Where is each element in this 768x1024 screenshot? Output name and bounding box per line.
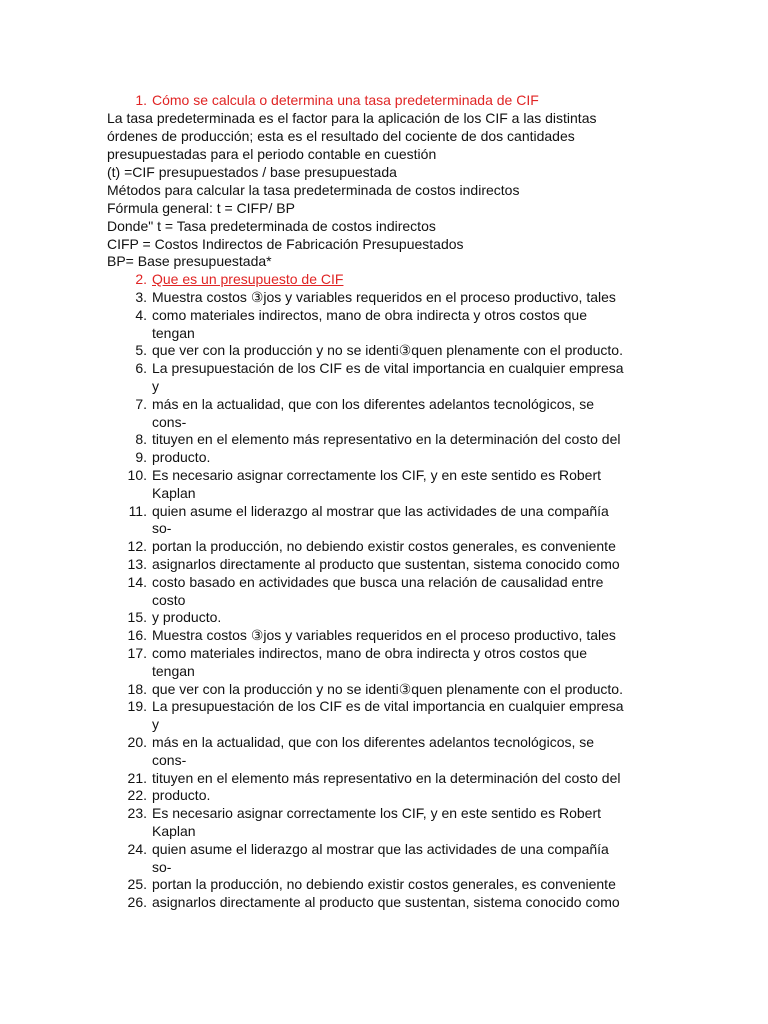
list-item-number: 24. (127, 841, 147, 857)
heading-1-number: 1. (135, 92, 147, 108)
list-item-number: 21. (127, 770, 147, 786)
list-item-text: Es necesario asignar correctamente los CIF, y en este sentido es Robert (152, 805, 601, 821)
list-item-number: 25. (127, 876, 147, 892)
list-item-number: 5. (135, 342, 147, 358)
list-item-number: 7. (135, 396, 147, 412)
list-item-number: 17. (127, 645, 147, 661)
list-item-number: 20. (127, 734, 147, 750)
heading-1-text: Cómo se calcula o determina una tasa predeterminada de CIF (152, 92, 539, 108)
list-item-text: Kaplan (152, 823, 196, 839)
list-item-number: 22. (127, 787, 147, 803)
list-item-text: que ver con la producción y no se identi③quen plenamente con el producto. (152, 681, 623, 697)
list-item-text: Muestra costos ③jos y variables requeridos en el proceso productivo, tales (152, 627, 616, 643)
list-item-number: 13. (127, 556, 147, 572)
list-item-text: Kaplan (152, 485, 196, 501)
list-item-number: 11. (128, 503, 147, 519)
list-item-number: 15. (127, 609, 147, 625)
paragraph-line: CIFP = Costos Indirectos de Fabricación Presupuestados (107, 236, 464, 252)
list-item-text: y (152, 378, 159, 394)
list-item-number: 18. (127, 681, 147, 697)
list-item-text: y producto. (152, 609, 222, 625)
list-item-text: so- (152, 520, 172, 536)
paragraph-line: Métodos para calcular la tasa predeterminada de costos indirectos (107, 182, 520, 198)
list-item-text: tengan (152, 325, 195, 341)
list-item-number: 3. (135, 289, 147, 305)
list-item-number: 4. (135, 307, 147, 323)
list-item-number: 26. (127, 894, 147, 910)
list-item-text: tengan (152, 663, 195, 679)
paragraph-line: (t) =CIF presupuestados / base presupuestada (107, 164, 397, 180)
list-item-number: 19. (127, 698, 147, 714)
paragraph-line: presupuestadas para el periodo contable en cuestión (107, 146, 437, 162)
list-item-number: 8. (135, 431, 147, 447)
paragraph-line: La tasa predeterminada es el factor para la aplicación de los CIF a las distintas (107, 110, 597, 126)
list-item-text: como materiales indirectos, mano de obra indirecta y otros costos que (152, 307, 587, 323)
list-item-text: tituyen en el elemento más representativo en la determinación del costo del (152, 431, 621, 447)
paragraph-line: BP= Base presupuestada* (107, 253, 272, 269)
list-item-text: producto. (152, 787, 211, 803)
list-item-text: La presupuestación de los CIF es de vital importancia en cualquier empresa (152, 360, 624, 376)
list-item-text: como materiales indirectos, mano de obra indirecta y otros costos que (152, 645, 587, 661)
paragraph-line: Fórmula general: t = CIFP/ BP (107, 200, 295, 216)
list-item-text: Es necesario asignar correctamente los CIF, y en este sentido es Robert (152, 467, 601, 483)
list-item-text: so- (152, 859, 172, 875)
list-item-number: 12. (127, 538, 147, 554)
list-item-text: Muestra costos ③jos y variables requeridos en el proceso productivo, tales (152, 289, 616, 305)
heading-2-number: 2. (135, 271, 147, 287)
list-item-number: 10. (127, 467, 147, 483)
list-item-text: La presupuestación de los CIF es de vital importancia en cualquier empresa (152, 698, 624, 714)
list-item-text: portan la producción, no debiendo existir costos generales, es conveniente (152, 538, 616, 554)
list-item-number: 16. (127, 627, 147, 643)
list-item-text: costo (152, 592, 186, 608)
list-item-text: portan la producción, no debiendo existir costos generales, es conveniente (152, 876, 616, 892)
list-item-text: quien asume el liderazgo al mostrar que las actividades de una compañía (152, 841, 609, 857)
list-item-number: 23. (127, 805, 147, 821)
paragraph-line: Donde" t = Tasa predeterminada de costos indirectos (107, 218, 436, 234)
list-item-text: asignarlos directamente al producto que sustentan, sistema conocido como (152, 894, 620, 910)
list-item-text: cons- (152, 414, 187, 430)
list-item-text: más en la actualidad, que con los diferentes adelantos tecnológicos, se (152, 396, 595, 412)
list-item-text: costo basado en actividades que busca una relación de causalidad entre (152, 574, 604, 590)
list-item-text: cons- (152, 752, 187, 768)
list-item-number: 14. (127, 574, 147, 590)
list-item-text: más en la actualidad, que con los diferentes adelantos tecnológicos, se (152, 734, 595, 750)
list-item-text: asignarlos directamente al producto que sustentan, sistema conocido como (152, 556, 620, 572)
list-item-text: que ver con la producción y no se identi③quen plenamente con el producto. (152, 342, 623, 358)
list-item-text: tituyen en el elemento más representativo en la determinación del costo del (152, 770, 621, 786)
list-item-text: quien asume el liderazgo al mostrar que las actividades de una compañía (152, 503, 609, 519)
list-item-number: 9. (135, 449, 147, 465)
list-item-number: 6. (135, 360, 147, 376)
paragraph-line: órdenes de producción; esta es el resultado del cociente de dos cantidades (107, 128, 575, 144)
list-item-text: producto. (152, 449, 211, 465)
heading-2-text: Que es un presupuesto de CIF (152, 271, 344, 287)
list-item-text: y (152, 716, 159, 732)
